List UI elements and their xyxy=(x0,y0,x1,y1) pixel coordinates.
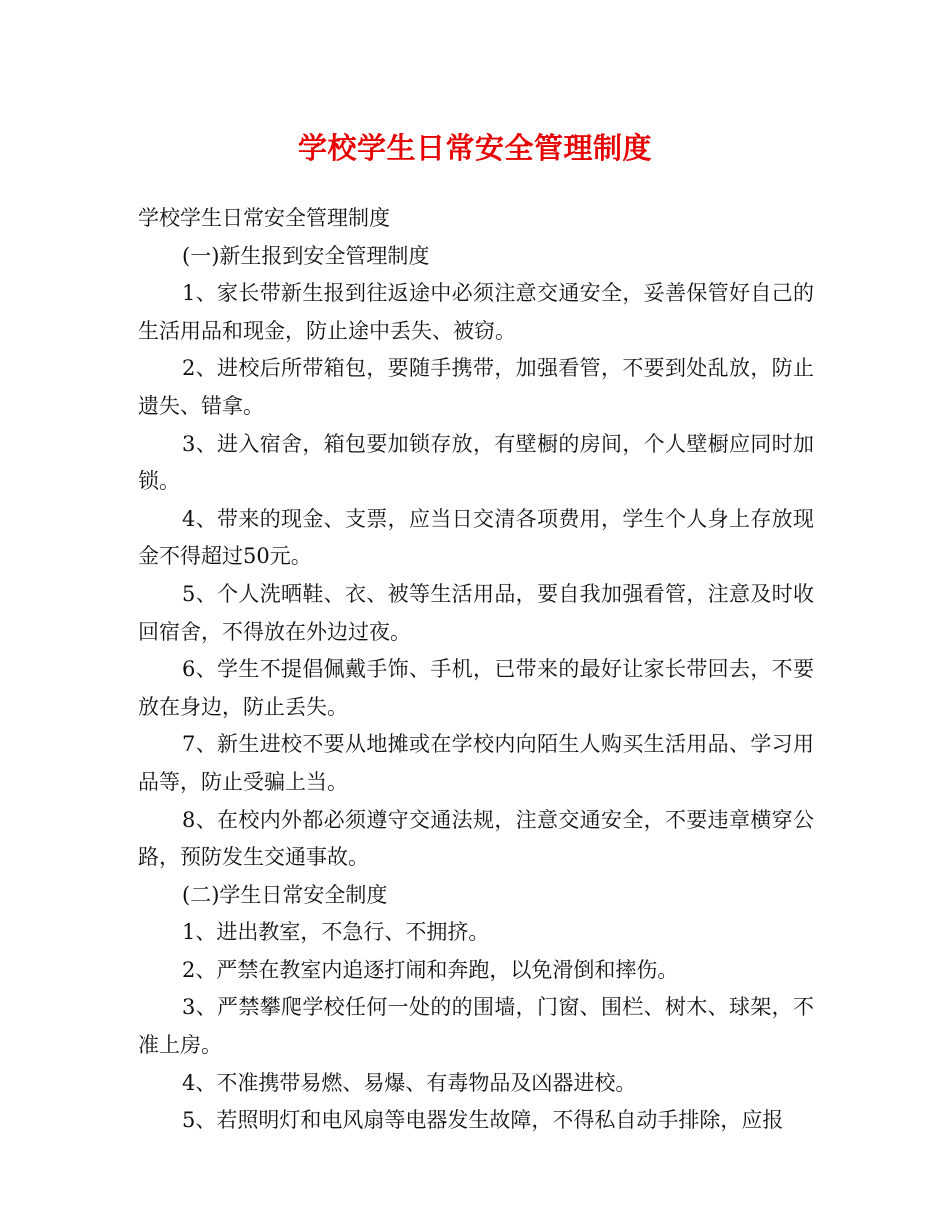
paragraph: 4、不准携带易燃、易爆、有毒物品及凶器进校。 xyxy=(182,1070,637,1095)
paragraph: 7、新生进校不要从地摊或在学校内向陌生人购买生活用品、学习用品等，防止受骗上当。 xyxy=(138,732,814,794)
section-heading-2: (二)学生日常安全制度 xyxy=(182,882,388,907)
document-title: 学校学生日常安全管理制度 xyxy=(297,131,652,165)
paragraph: 3、严禁攀爬学校任何一处的的围墙，门窗、围栏、树木、球架，不准上房。 xyxy=(138,995,814,1058)
paragraph: 2、进校后所带箱包，要随手携带，加强看管，不要到处乱放，防止遗失、错拿。 xyxy=(138,356,814,418)
document-body xyxy=(138,200,814,1140)
paragraph: 5、个人洗晒鞋、衣、被等生活用品，要自我加强看管，注意及时收回宿舍，不得放在外边过夜。 xyxy=(138,581,814,644)
paragraph: 1、家长带新生报到往返途中必须注意交通安全，妥善保管好自己的生活用品和现金，防止途中丢失、被窃。 xyxy=(138,281,814,343)
paragraph: 8、在校内外都必须遵守交通法规，注意交通安全，不要违章横穿公路，预防发生交通事故。 xyxy=(138,807,814,870)
paragraph: 6、学生不提倡佩戴手饰、手机，已带来的最好让家长带回去，不要放在身边，防止丢失。 xyxy=(138,657,814,719)
paragraph: 3、进入宿舍，箱包要加锁存放，有壁橱的房间，个人壁橱应同时加锁。 xyxy=(138,431,814,494)
paragraph-heading: 学校学生日常安全管理制度 xyxy=(138,206,390,230)
paragraph: 4、带来的现金、支票，应当日交清各项费用，学生个人身上存放现金不得超过50元。 xyxy=(138,506,814,569)
paragraph: 2、严禁在教室内追逐打闹和奔跑，以免滑倒和摔伤。 xyxy=(182,957,679,982)
paragraph: 1、进出教室，不急行、不拥挤。 xyxy=(182,920,490,945)
section-heading-1: (一)新生报到安全管理制度 xyxy=(182,243,430,268)
paragraph: 5、若照明灯和电风扇等电器发生故障，不得私自动手排除，应报 xyxy=(182,1108,784,1133)
